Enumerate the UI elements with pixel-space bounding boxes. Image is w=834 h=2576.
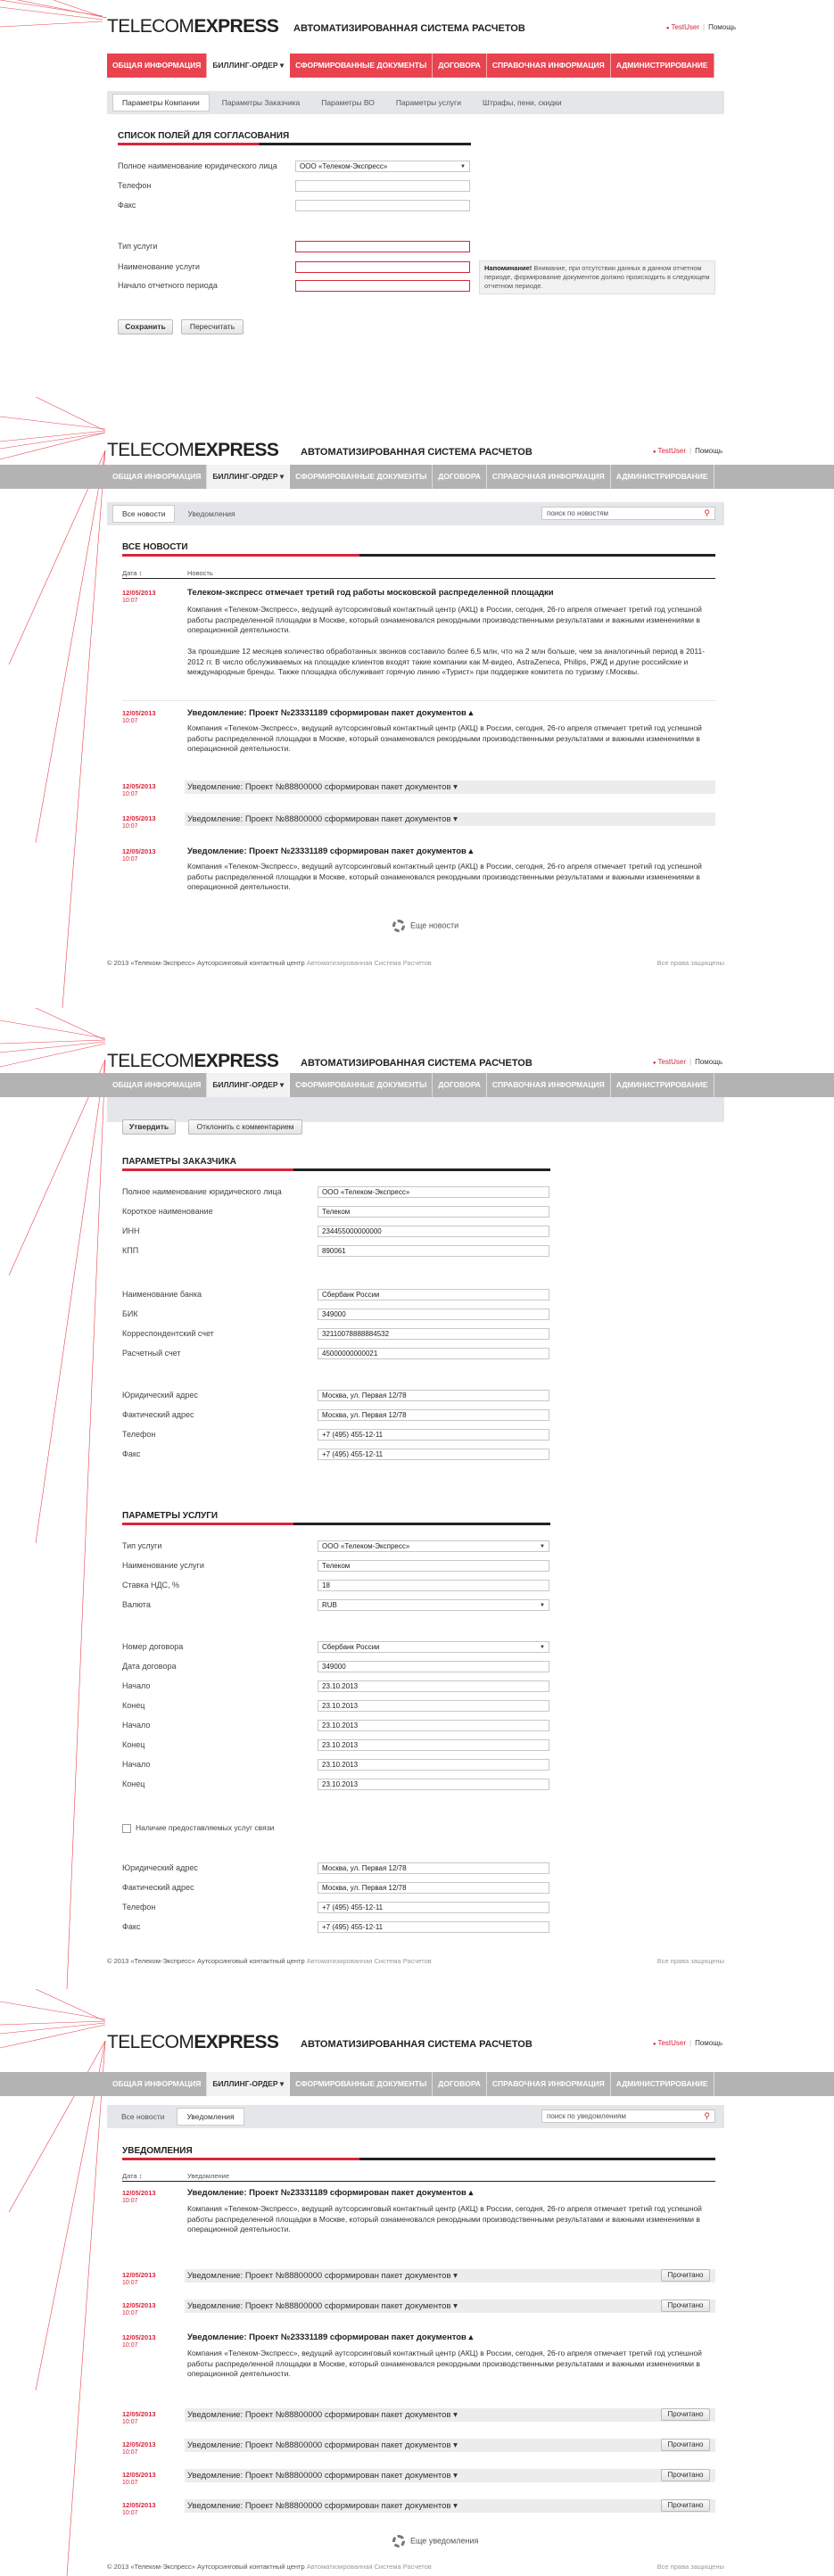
logo[interactable]: TELECOMEXPRESS bbox=[107, 1051, 279, 1071]
nav-documents[interactable]: СФОРМИРОВАННЫЕ ДОКУМЕНТЫ bbox=[290, 2072, 433, 2096]
news-date: 12/05/2013 10:07 bbox=[122, 709, 156, 724]
field-label: Телефон bbox=[122, 1903, 156, 1911]
news-date: 12/05/2013 10:07 bbox=[122, 814, 156, 830]
logo[interactable]: TELECOMEXPRESS bbox=[107, 2032, 279, 2052]
section-title: УВЕДОМЛЕНИЯ bbox=[122, 2146, 193, 2156]
field-label: Юридический адрес bbox=[122, 1863, 198, 1872]
subtabs bbox=[107, 91, 724, 114]
section-title: ВСЕ НОВОСТИ bbox=[122, 542, 188, 552]
field-label: Тип услуги bbox=[118, 242, 158, 251]
tab-all-news[interactable]: Все новости bbox=[121, 2112, 165, 2121]
divider bbox=[122, 700, 715, 701]
user-link[interactable]: ● TestUser bbox=[666, 23, 699, 31]
section-underline bbox=[122, 1523, 550, 1525]
screen-news bbox=[0, 397, 834, 1008]
reject-button[interactable]: Отклонить с комментарием bbox=[188, 1119, 302, 1135]
user-link[interactable]: ● TestUser bbox=[653, 2039, 686, 2047]
field-input[interactable]: ООО «Телеком-Экспресс» ▼ bbox=[318, 1540, 549, 1552]
field-input[interactable]: 23.10.2013 bbox=[318, 1759, 549, 1771]
field-label: КПП bbox=[122, 1246, 139, 1255]
news-body: Компания «Телеком-Экспресс», ведущий аутсорсинговый контактный центр (АКЦ) в России, сегодня, 26-го апреля отмечает третий год успешной работы распределенной площадки в Москве, который ознаменовался рекордными производственными результатами и важными изменениями в операционной деятельности. bbox=[187, 862, 702, 891]
field-input[interactable]: +7 (495) 455-12-11 bbox=[318, 1921, 549, 1933]
col-date[interactable]: Дата ↕ bbox=[122, 569, 143, 577]
field-label: Начало отчетного периода bbox=[118, 281, 218, 290]
field-label: Фактический адрес bbox=[122, 1883, 194, 1892]
section-title: СПИСОК ПОЛЕЙ ДЛЯ СОГЛАСОВАНИЯ bbox=[118, 131, 290, 141]
news-date: 12/05/2013 10:07 bbox=[122, 782, 156, 797]
mark-read-button[interactable]: Прочитано bbox=[661, 2469, 710, 2481]
app-title: АВТОМАТИЗИРОВАННАЯ СИСТЕМА РАСЧЕТОВ bbox=[301, 1058, 533, 1069]
nav-contracts[interactable]: ДОГОВОРА bbox=[433, 2072, 487, 2096]
nav-billing[interactable]: БИЛЛИНГ-ОРДЕР ▾ bbox=[207, 1073, 290, 1097]
field-label: ИНН bbox=[122, 1226, 140, 1235]
reminder-note: Напоминание! Внимание, при отсутствии данных в данном отчетном периоде, формирование документов должно происходить в следующем отчетном периоде. bbox=[479, 260, 715, 294]
screen-settings bbox=[0, 0, 834, 397]
field-input[interactable]: +7 (495) 455-12-11 bbox=[318, 1902, 549, 1913]
news-body: Компания «Телеком-Экспресс», ведущий аутсорсинговый контактный центр (АКЦ) в России, сегодня, 26-го апреля отмечает третий год успешной работы распределенной площадки в Москве, который ознаменовался рекордными производственными результатами и важными изменениями в операционной деятельности. bbox=[187, 605, 702, 634]
nav-reference[interactable]: СПРАВОЧНАЯ ИНФОРМАЦИЯ bbox=[487, 1073, 611, 1097]
notif-collapsed[interactable]: Уведомление: Проект №88800000 сформирован пакет документов ▾ bbox=[185, 2408, 715, 2422]
field-label: Наименование услуги bbox=[118, 262, 200, 271]
notif-date: 12/05/2013 10:07 bbox=[122, 2333, 156, 2349]
nav-contracts[interactable]: ДОГОВОРА bbox=[433, 54, 487, 78]
logo[interactable]: TELECOMEXPRESS bbox=[107, 440, 279, 460]
nav-general[interactable]: ОБЩАЯ ИНФОРМАЦИЯ bbox=[107, 2072, 207, 2096]
top-links: ● TestUser | Помощь bbox=[653, 2039, 723, 2047]
nav-contracts[interactable]: ДОГОВОРА bbox=[433, 465, 487, 489]
nav-admin[interactable]: АДМИНИСТРИРОВАНИЕ bbox=[611, 1073, 714, 1097]
main-nav bbox=[0, 465, 834, 489]
notif-title[interactable]: Уведомление: Проект №23331189 сформирован пакет документов ▴ bbox=[187, 2332, 474, 2342]
nav-documents[interactable]: СФОРМИРОВАННЫЕ ДОКУМЕНТЫ bbox=[290, 465, 433, 489]
header-divider bbox=[122, 578, 715, 579]
nav-general[interactable]: ОБЩАЯ ИНФОРМАЦИЯ bbox=[107, 1073, 207, 1097]
field-label: Дата договора bbox=[122, 1662, 177, 1671]
mark-read-button[interactable]: Прочитано bbox=[661, 2439, 710, 2451]
header-divider bbox=[122, 2181, 715, 2182]
nav-billing[interactable]: БИЛЛИНГ-ОРДЕР ▾ bbox=[207, 465, 290, 489]
news-date: 12/05/2013 10:07 bbox=[122, 847, 156, 863]
field-label: Ставка НДС, % bbox=[122, 1581, 180, 1589]
notif-date: 12/05/2013 10:07 bbox=[122, 2501, 156, 2516]
news-title[interactable]: Уведомление: Проект №23331189 сформирован пакет документов ▴ bbox=[187, 846, 474, 856]
decorative-rays bbox=[0, 1008, 834, 1989]
news-body: За прошедшие 12 месяцев количество обработанных звонков составило более 6,5 млн, что на 2 млн больше, чем за аналогичный период в 2011-2012 гг. В число обслуживаемых на площадке клиентов входят такие компании как М-видео, AstraZeneca, Philips, РЖД и другие российские и международные бренды. Также площадка обслуживает горячую линию «Турист» при поддержке комитета по туризму г.Москвы. bbox=[187, 647, 706, 676]
main-nav bbox=[0, 2072, 834, 2096]
field-label: Начало bbox=[122, 1681, 151, 1690]
save-button[interactable]: Сохранить bbox=[118, 319, 173, 334]
field-input[interactable]: 23.10.2013 bbox=[318, 1680, 549, 1692]
nav-documents[interactable]: СФОРМИРОВАННЫЕ ДОКУМЕНТЫ bbox=[290, 1073, 433, 1097]
news-date: 12/05/2013 10:07 bbox=[122, 589, 156, 604]
notif-body: Компания «Телеком-Экспресс», ведущий аутсорсинговый контактный центр (АКЦ) в России, сегодня, 26-го апреля отмечает третий год успешной работы распределенной площадки в Москве, который ознаменовался рекордными производственными результатами и важными изменениями в операционной деятельности. bbox=[187, 2349, 702, 2378]
field-label: Расчетный счет bbox=[122, 1349, 181, 1358]
field-input[interactable] bbox=[295, 200, 470, 211]
nav-documents[interactable]: СФОРМИРОВАННЫЕ ДОКУМЕНТЫ bbox=[290, 54, 433, 78]
col-date[interactable]: Дата ↕ bbox=[122, 2172, 143, 2180]
news-body: Компания «Телеком-Экспресс», ведущий аутсорсинговый контактный центр (АКЦ) в России, сегодня, 26-го апреля отмечает третий год успешной работы распределенной площадки в Москве, который ознаменовался рекордными производственными результатами и важными изменениями в операционной деятельности. bbox=[187, 723, 702, 753]
nav-general[interactable]: ОБЩАЯ ИНФОРМАЦИЯ bbox=[107, 465, 207, 489]
main-nav bbox=[0, 54, 834, 78]
field-input[interactable]: ООО «Телеком-Экспресс» bbox=[318, 1186, 549, 1198]
user-link[interactable]: ● TestUser bbox=[653, 1058, 686, 1066]
notif-collapsed[interactable]: Уведомление: Проект №88800000 сформирован пакет документов ▾ bbox=[185, 2269, 715, 2283]
field-label: Наименование банка bbox=[122, 1290, 202, 1299]
mark-read-button[interactable]: Прочитано bbox=[661, 2499, 710, 2512]
field-label: Полное наименование юридического лица bbox=[118, 161, 277, 170]
section-underline bbox=[122, 2158, 715, 2160]
notif-collapsed[interactable]: Уведомление: Проект №88800000 сформирован пакет документов ▾ bbox=[185, 2469, 715, 2482]
field-input[interactable]: Телеком bbox=[318, 1206, 549, 1218]
field-label: Конец bbox=[122, 1779, 145, 1788]
header bbox=[0, 0, 834, 50]
approve-button[interactable]: Утвердить bbox=[122, 1119, 176, 1135]
notif-date: 12/05/2013 10:07 bbox=[122, 2440, 156, 2456]
field-input[interactable]: RUB ▼ bbox=[318, 1599, 549, 1611]
logo[interactable]: TELECOMEXPRESS bbox=[107, 16, 279, 37]
notif-date: 12/05/2013 10:07 bbox=[122, 2271, 156, 2286]
field-input[interactable]: Москва, ул. Первая 12/78 bbox=[318, 1862, 549, 1874]
field-label: Номер договора bbox=[122, 1642, 184, 1651]
help-link[interactable]: Помощь bbox=[695, 447, 723, 455]
services-checkbox[interactable]: Наличие предоставляемых услуг связи bbox=[122, 1823, 274, 1833]
nav-billing[interactable]: БИЛЛИНГ-ОРДЕР ▾ bbox=[207, 54, 290, 78]
mark-read-button[interactable]: Прочитано bbox=[661, 2299, 710, 2312]
notif-date: 12/05/2013 10:07 bbox=[122, 2189, 156, 2204]
news-search-input[interactable]: поиск по новостям ⚲ bbox=[541, 507, 715, 520]
field-input[interactable]: Москва, ул. Первая 12/78 bbox=[318, 1409, 549, 1421]
field-input[interactable] bbox=[295, 180, 470, 192]
field-input[interactable]: Москва, ул. Первая 12/78 bbox=[318, 1882, 549, 1894]
notif-date: 12/05/2013 10:07 bbox=[122, 2471, 156, 2486]
field-input[interactable]: Москва, ул. Первая 12/78 bbox=[318, 1390, 549, 1401]
tab-notifications[interactable]: Уведомления bbox=[187, 509, 235, 518]
field-input[interactable]: 890061 bbox=[318, 1245, 549, 1257]
help-link[interactable]: Помощь bbox=[708, 23, 736, 31]
screen-order-params bbox=[0, 1008, 834, 1989]
nav-reference[interactable]: СПРАВОЧНАЯ ИНФОРМАЦИЯ bbox=[487, 2072, 611, 2096]
service-section-title: ПАРАМЕТРЫ УСЛУГИ bbox=[122, 1511, 219, 1521]
top-links: ● TestUser | Помощь bbox=[653, 1058, 723, 1066]
loading-spinner-icon bbox=[392, 2535, 405, 2547]
field-label: Тип услуги bbox=[122, 1541, 162, 1550]
field-input[interactable]: Сбербанк России bbox=[318, 1289, 549, 1300]
help-link[interactable]: Помощь bbox=[695, 2039, 723, 2047]
nav-reference[interactable]: СПРАВОЧНАЯ ИНФОРМАЦИЯ bbox=[487, 465, 611, 489]
footer: © 2013 «Телеком-Экспресс» Аутсорсинговый контактный центр Автоматизированная Система Расчетов Все права защищены bbox=[107, 959, 724, 967]
app-title: АВТОМАТИЗИРОВАННАЯ СИСТЕМА РАСЧЕТОВ bbox=[293, 23, 525, 34]
nav-general[interactable]: ОБЩАЯ ИНФОРМАЦИЯ bbox=[107, 54, 207, 78]
notif-collapsed[interactable]: Уведомление: Проект №88800000 сформирован пакет документов ▾ bbox=[185, 2299, 715, 2313]
action-bar bbox=[107, 1097, 724, 1122]
field-label: Телефон bbox=[118, 181, 152, 190]
footer: © 2013 «Телеком-Экспресс» Аутсорсинговый контактный центр Автоматизированная Система Расчетов Все права защищены bbox=[107, 1957, 724, 1965]
field-label: Начало bbox=[122, 1721, 151, 1730]
tab-penalties[interactable]: Штрафы, пени, скидки bbox=[483, 98, 562, 107]
field-label: Факс bbox=[122, 1449, 141, 1458]
field-input[interactable]: 23.10.2013 bbox=[318, 1779, 549, 1790]
field-label: Короткое наименование bbox=[122, 1207, 213, 1216]
help-link[interactable]: Помощь bbox=[695, 1058, 723, 1066]
field-label: Начало bbox=[122, 1760, 151, 1769]
field-input[interactable]: 349000 bbox=[318, 1661, 549, 1672]
section-underline bbox=[118, 143, 471, 145]
notif-body: Компания «Телеком-Экспресс», ведущий аутсорсинговый контактный центр (АКЦ) в России, сегодня, 26-го апреля отмечает третий год успешной работы распределенной площадки в Москве, который ознаменовался рекордными производственными результатами и важными изменениями в операционной деятельности. bbox=[187, 2204, 702, 2233]
field-label: Валюта bbox=[122, 1600, 151, 1609]
notification-search-input[interactable]: поиск по уведомлениям ⚲ bbox=[541, 2110, 715, 2123]
section-underline bbox=[122, 1168, 550, 1171]
field-label: Наименование услуги bbox=[122, 1561, 204, 1570]
field-label: Корреспондентский счет bbox=[122, 1329, 214, 1338]
field-input[interactable]: 23.10.2013 bbox=[318, 1720, 549, 1731]
col-notification: Уведомление bbox=[187, 2172, 230, 2180]
field-input[interactable]: 349000 bbox=[318, 1309, 549, 1320]
field-input[interactable]: ООО «Телеком-Экспресс» ▼ bbox=[295, 161, 470, 172]
app-title: АВТОМАТИЗИРОВАННАЯ СИСТЕМА РАСЧЕТОВ bbox=[301, 2039, 533, 2050]
mark-read-button[interactable]: Прочитано bbox=[661, 2408, 710, 2421]
field-label: Фактический адрес bbox=[122, 1410, 194, 1419]
nav-admin[interactable]: АДМИНИСТРИРОВАНИЕ bbox=[611, 2072, 714, 2096]
field-label: Факс bbox=[122, 1922, 141, 1931]
field-label: БИК bbox=[122, 1309, 138, 1318]
notif-title[interactable]: Уведомление: Проект №23331189 сформирован пакет документов ▴ bbox=[187, 2188, 474, 2198]
nav-admin[interactable]: АДМИНИСТРИРОВАНИЕ bbox=[611, 54, 714, 78]
nav-billing[interactable]: БИЛЛИНГ-ОРДЕР ▾ bbox=[207, 2072, 290, 2096]
field-input[interactable]: 234455000000000 bbox=[318, 1226, 549, 1237]
tab-all-news[interactable]: Все новости bbox=[112, 505, 175, 523]
field-input[interactable]: 23.10.2013 bbox=[318, 1700, 549, 1712]
field-label: Юридический адрес bbox=[122, 1391, 198, 1399]
field-input[interactable] bbox=[295, 261, 470, 273]
tab-customer[interactable]: Параметры Заказчика bbox=[221, 98, 301, 107]
app-title: АВТОМАТИЗИРОВАННАЯ СИСТЕМА РАСЧЕТОВ bbox=[301, 447, 533, 458]
news-title[interactable]: Телеком-экспресс отмечает третий год работы московской распределенной площадки bbox=[187, 588, 554, 598]
top-links: ● TestUser | Помощь bbox=[666, 23, 736, 31]
top-links: ● TestUser | Помощь bbox=[653, 447, 723, 455]
recalc-button[interactable]: Пересчитать bbox=[181, 319, 244, 334]
field-label: Конец bbox=[122, 1740, 145, 1749]
field-input[interactable]: 18 bbox=[318, 1580, 549, 1591]
field-label: Полное наименование юридического лица bbox=[122, 1187, 282, 1196]
user-link[interactable]: ● TestUser bbox=[653, 447, 686, 455]
field-input[interactable]: +7 (495) 455-12-11 bbox=[318, 1429, 549, 1441]
tab-service[interactable]: Параметры услуги bbox=[395, 98, 462, 107]
footer: © 2013 «Телеком-Экспресс» Аутсорсинговый контактный центр Автоматизированная Система Расчетов Все права защищены bbox=[107, 2563, 724, 2571]
field-input[interactable]: 32110078888884532 bbox=[318, 1328, 549, 1340]
field-input[interactable]: +7 (495) 455-12-11 bbox=[318, 1449, 549, 1460]
screen-notifications bbox=[0, 1989, 834, 2576]
notif-date: 12/05/2013 10:07 bbox=[122, 2410, 156, 2425]
tab-notifications[interactable]: Уведомления bbox=[177, 2108, 244, 2126]
field-label: Конец bbox=[122, 1701, 145, 1710]
header bbox=[0, 2016, 834, 2066]
customer-section-title: ПАРАМЕТРЫ ЗАКАЗЧИКА bbox=[122, 1157, 237, 1167]
more-notifications-button[interactable]: Еще уведомления bbox=[392, 2535, 478, 2547]
main-nav bbox=[0, 1073, 834, 1097]
nav-contracts[interactable]: ДОГОВОРА bbox=[433, 1073, 487, 1097]
tab-vo[interactable]: Параметры ВО bbox=[321, 98, 375, 107]
notif-collapsed[interactable]: Уведомление: Проект №88800000 сформирован пакет документов ▾ bbox=[185, 2499, 715, 2513]
col-news: Новость bbox=[187, 569, 213, 577]
news-collapsed[interactable]: Уведомление: Проект №88800000 сформирован пакет документов ▾ bbox=[185, 813, 715, 826]
loading-spinner-icon bbox=[392, 920, 405, 932]
news-title[interactable]: Уведомление: Проект №23331189 сформирован пакет документов ▴ bbox=[187, 708, 474, 718]
field-input[interactable] bbox=[295, 241, 470, 252]
field-input[interactable]: Сбербанк России ▼ bbox=[318, 1641, 549, 1653]
field-input[interactable]: Телеком bbox=[318, 1560, 549, 1572]
field-input[interactable] bbox=[295, 280, 470, 292]
nav-reference[interactable]: СПРАВОЧНАЯ ИНФОРМАЦИЯ bbox=[487, 54, 611, 78]
field-input[interactable]: 45000000000021 bbox=[318, 1348, 549, 1359]
tab-company[interactable]: Параметры Компании bbox=[112, 94, 210, 111]
field-label: Телефон bbox=[122, 1430, 156, 1439]
notif-date: 12/05/2013 10:07 bbox=[122, 2301, 156, 2316]
mark-read-button[interactable]: Прочитано bbox=[661, 2269, 710, 2282]
field-input[interactable]: 23.10.2013 bbox=[318, 1739, 549, 1751]
notif-collapsed[interactable]: Уведомление: Проект №88800000 сформирован пакет документов ▾ bbox=[185, 2439, 715, 2452]
news-collapsed[interactable]: Уведомление: Проект №88800000 сформирован пакет документов ▾ bbox=[185, 780, 715, 794]
field-label: Факс bbox=[118, 201, 136, 210]
more-news-button[interactable]: Еще новости bbox=[392, 920, 458, 932]
section-underline bbox=[122, 554, 715, 557]
nav-admin[interactable]: АДМИНИСТРИРОВАНИЕ bbox=[611, 465, 714, 489]
